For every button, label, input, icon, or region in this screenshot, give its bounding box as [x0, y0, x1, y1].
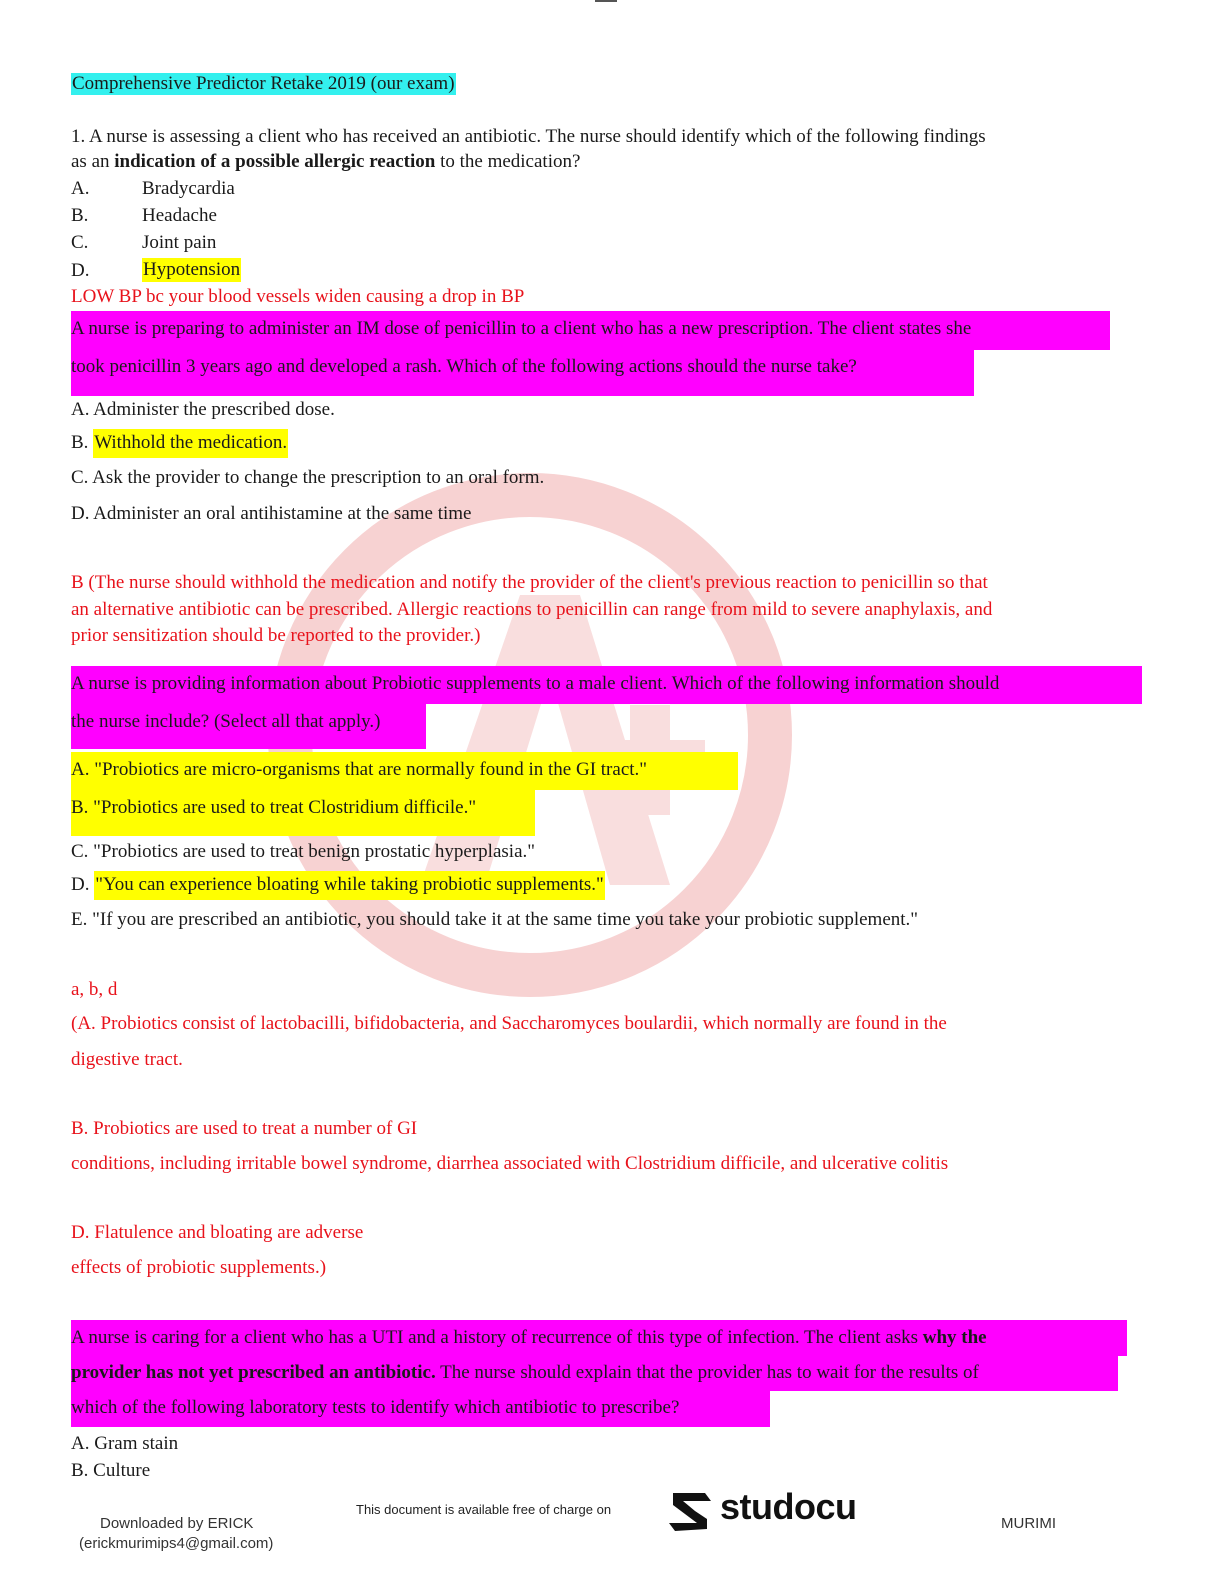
q1-stem-bold: indication of a possible allergic reaction [114, 151, 436, 172]
q4-stem-line2 [71, 1362, 979, 1384]
footer-downloaded-by: Downloaded by ERICK [100, 1515, 254, 1532]
q3-rationale-d-line1: D. Flatulence and bloating are adverse [71, 1222, 364, 1243]
q1-stem-line2 [71, 151, 580, 173]
q2-rationale-line2: an alternative antibiotic can be prescribed. Allergic reactions to penicillin can range from mild to severe anaphylaxis, and [71, 599, 993, 620]
q4-stem-line3: which of the following laboratory tests to identify which antibiotic to prescribe? [71, 1397, 680, 1418]
q2-option-d: D. Administer an oral antihistamine at the same time [71, 503, 472, 524]
q3-option-d-text: "You can experience bloating while taking probiotic supplements." [94, 871, 605, 900]
q4-option-b: B. Culture [71, 1460, 151, 1481]
q2-option-b-letter: B. [71, 432, 94, 453]
q3-option-c: C. "Probiotics are used to treat benign prostatic hyperplasia." [71, 841, 536, 862]
q1-option-d-text: Hypotension [143, 259, 241, 280]
q4-stem-line1 [71, 1327, 987, 1349]
q3-stem-line2: the nurse include? (Select all that apply.) [71, 711, 381, 732]
q1-option-b-text: Headache [142, 205, 217, 226]
q1-option-b-letter: B. [71, 205, 89, 226]
studocu-logo-icon[interactable] [667, 1489, 715, 1535]
q3-option-b: B. "Probiotics are used to treat Clostridium difficile." [71, 797, 477, 818]
footer-available-text: This document is available free of charge on [356, 1502, 612, 1517]
top-mark [595, 0, 617, 2]
footer-email: (erickmurimips4@gmail.com) [79, 1535, 274, 1552]
q1-option-a-letter: A. [71, 178, 90, 199]
q3-rationale-d-line2: effects of probiotic supplements.) [71, 1257, 327, 1278]
q2-option-a: A. Administer the prescribed dose. [71, 399, 335, 420]
q2-stem-line1: A nurse is preparing to administer an IM dose of penicillin to a client who has a new prescription. The client states she [71, 318, 972, 339]
q2-rationale-line3: prior sensitization should be reported to the provider.) [71, 625, 481, 646]
studocu-brand[interactable]: studocu [720, 1486, 857, 1527]
q4-stem-line2-post: The nurse should explain that the provider has to wait for the results of [435, 1362, 979, 1383]
q1-option-c-letter: C. [71, 232, 89, 253]
doc-title: Comprehensive Predictor Retake 2019 (our exam) [72, 73, 455, 94]
q3-option-d [71, 874, 605, 896]
q4-option-a: A. Gram stain [71, 1433, 179, 1454]
q1-stem-post: to the medication? [435, 151, 581, 172]
q1-option-d-letter: D. [71, 260, 90, 281]
q1-rationale: LOW BP bc your blood vessels widen causing a drop in BP [71, 286, 525, 307]
q3-option-e: E. "If you are prescribed an antibiotic, you should take it at the same time you take your probiotic supplement." [71, 909, 919, 930]
footer-right-name: MURIMI [1001, 1515, 1056, 1532]
q2-option-b-text: Withhold the medication. [93, 429, 288, 458]
q1-option-a-text: Bradycardia [142, 178, 235, 199]
q3-rationale-b-line1: B. Probiotics are used to treat a number of GI [71, 1118, 418, 1139]
q3-stem-line1: A nurse is providing information about Probiotic supplements to a male client. Which of the following information should [71, 673, 1000, 694]
q3-option-d-letter: D. [71, 874, 95, 895]
q3-rationale-a-line1: (A. Probiotics consist of lactobacilli, bifidobacteria, and Saccharomyces boulardii, which normally are found in the [71, 1013, 947, 1034]
q1-stem-line1: 1. A nurse is assessing a client who has received an antibiotic. The nurse should identify which of the following findings [71, 126, 986, 147]
q2-rationale-line1: B (The nurse should withhold the medication and notify the provider of the client's previous reaction to penicillin so that [71, 572, 988, 593]
q1-option-c-text: Joint pain [142, 232, 217, 253]
q4-stem-line1-pre: A nurse is caring for a client who has a UTI and a history of recurrence of this type of infection. The client asks [71, 1327, 923, 1348]
q1-stem-pre: as an [71, 151, 115, 172]
q4-stem-line1-bold: why the [922, 1327, 987, 1348]
q3-option-a: A. "Probiotics are micro-organisms that are normally found in the GI tract." [71, 759, 648, 780]
q2-option-b [71, 432, 288, 454]
q2-stem-line2: took penicillin 3 years ago and developed a rash. Which of the following actions should the nurse take? [71, 356, 857, 377]
q3-rationale-b-line2: conditions, including irritable bowel syndrome, diarrhea associated with Clostridium difficile, and ulcerative colitis [71, 1153, 949, 1174]
q2-option-c: C. Ask the provider to change the prescription to an oral form. [71, 467, 545, 488]
q3-answer: a, b, d [71, 979, 118, 1000]
q4-stem-line2-bold: provider has not yet prescribed an antibiotic. [71, 1362, 436, 1383]
q3-rationale-a-line2: digestive tract. [71, 1049, 183, 1070]
